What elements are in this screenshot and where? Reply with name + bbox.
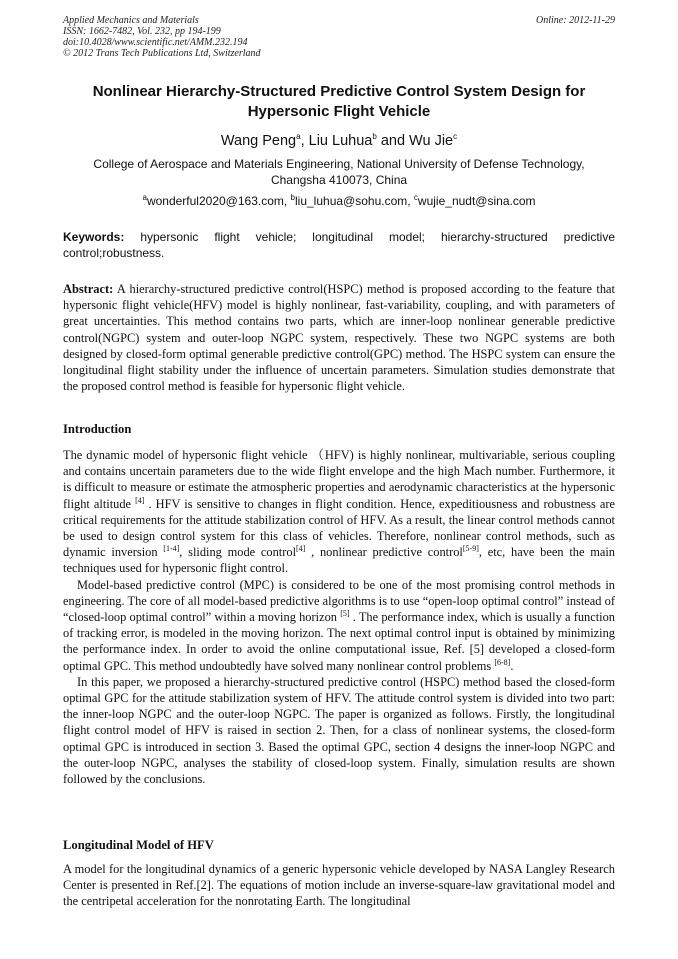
abstract-text: A hierarchy-structured predictive control(HSPC) method is proposed according to the feature that hypersonic flight vehicle(HFV) model is highly nonlinear, fast-variability, coupling, and with parameters of great uncertainties. This method contains two parts, which are inner-loop nonlinear generable predictive control(NGPC) system and outer-loop NGPC system, respectively. These two NGPC systems are both designed by closed-form optimal generable predictive control(GPC) method. The HSPC system can ensure the longitudinal flight stability under the influence of uncertain parameters. Simulation studies demonstrate that the proposed control method is feasible for hypersonic flight vehicle.	[63, 282, 615, 394]
paragraph-text: .	[510, 658, 514, 673]
affiliation-line-2: Changsha 410073, China	[270, 173, 408, 187]
paragraph	[63, 447, 615, 577]
citation: [4]	[296, 544, 306, 554]
paragraph-text: . HFV is sensitive to changes in flight condition. Hence, expeditiousness and robustness are critical requirements for the attitude stabilization control of HFV. As a result, the linear control methods cannot be used to design control system for this class of vehicles. Therefore, nonlinear control methods, such as dynamic inversion	[63, 496, 615, 560]
affiliation-line-1: College of Aerospace and Materials Engineering, National University of Defense Technology,	[93, 157, 585, 171]
section-heading-introduction: Introduction	[63, 422, 132, 436]
email-2-mark: b	[290, 193, 295, 202]
citation: [5-9]	[462, 544, 479, 554]
keywords-text: hypersonic flight vehicle; longitudinal model; hierarchy-structured predictive control;robustness.	[63, 230, 615, 260]
abstract-label: Abstract:	[63, 282, 114, 296]
title-line-1: Nonlinear Hierarchy-Structured Predictive Control System Design for	[92, 83, 586, 100]
paragraph-text: , nonlinear predictive control	[305, 545, 463, 560]
citation: [6-8]	[494, 657, 511, 667]
author-1: Wang Peng	[220, 133, 297, 149]
citation: [5]	[340, 608, 350, 618]
paragraph-text: , etc, have been the main techniques used for hypersonic flight control.	[63, 545, 615, 576]
journal-header	[63, 15, 261, 59]
paragraph: A model for the longitudinal dynamics of a generic hypersonic vehicle developed by NASA Langley Research Center is presented in Ref.[2]. The equations of motion include an inverse-square-law gravitational model and the centripetal acceleration for the nonrotating Earth. The longitudinal	[63, 862, 615, 909]
affiliation	[60, 156, 618, 188]
citation: [4]	[135, 495, 145, 505]
journal-issn: ISSN: 1662-7482, Vol. 232, pp 194-199	[63, 26, 221, 37]
keywords	[63, 229, 615, 261]
email-1-mark: a	[142, 193, 147, 202]
longitudinal-body	[63, 861, 615, 910]
email-3: wujie_nudt@sina.com	[417, 194, 536, 208]
paragraph-text: The dynamic model of hypersonic flight vehicle （HFV) is highly nonlinear, multivariable, serious coupling and contains uncertain parameters due to the wide flight envelope and the high Mach number. Furthermore, it is difficult to measure or estimate the atmospheric properties and aerodynamic characteristics at the hypersonic flight altitude	[63, 448, 615, 511]
author-3: Wu Jie	[409, 133, 454, 149]
paragraph: In this paper, we proposed a hierarchy-structured predictive control (HSPC) method based the closed-form optimal GPC for the attitude stabilization system of HFV. The attitude control system is divided into two part: the inner-loop NGPC and the outer-loop NGPC. The paper is organized as follows. Firstly, the longitudinal flight control model of HFV is raised in section 2. Then, for a class of nonlinear systems, the closed-form optimal GPC is introduced in section 3. Based the optimal GPC, section 4 designs the inner-loop NGPC and the outer-loop NGPC, analyses the stability of closed-loop system. Finally, simulation results are shown followed by the conclusions.	[63, 674, 615, 787]
author-2: Liu Luhua	[308, 133, 373, 149]
journal-copyright: © 2012 Trans Tech Publications Ltd, Switzerland	[63, 48, 261, 59]
author-list	[40, 132, 638, 150]
paragraph-text: Model-based predictive control (MPC) is considered to be one of the most promising control methods in engineering. The core of all model-based predictive algorithms is to use “open-loop optimal control” instead of “closed-loop optimal control” within a moving horizon	[63, 577, 615, 625]
author-3-mark: c	[453, 132, 458, 142]
paragraph-text: , sliding mode control	[179, 545, 297, 560]
author-emails	[40, 193, 638, 209]
journal-doi: doi:10.4028/www.scientific.net/AMM.232.194	[63, 37, 248, 48]
paragraph-text: . The performance index, which is usually a function of tracking error, is modeled in the moving horizon. The next optimal control input is obtained by minimizing the performance index. In order to avoid the online computational issue, Ref. [5] developed a closed-form optimal GPC. This method undoubtedly have solved many nonlinear control problems	[63, 610, 615, 673]
introduction-body	[63, 447, 615, 787]
journal-name: Applied Mechanics and Materials	[63, 15, 199, 26]
paragraph	[63, 577, 615, 674]
author-separator: and	[376, 133, 410, 149]
author-1-mark: a	[296, 132, 301, 142]
title-line-2: Hypersonic Flight Vehicle	[247, 103, 431, 120]
email-3-mark: c	[413, 193, 418, 202]
section-heading-longitudinal-model: Longitudinal Model of HFV	[63, 838, 214, 852]
keywords-label: Keywords:	[63, 230, 125, 244]
email-1: wonderful2020@163.com,	[146, 194, 291, 208]
citation: [1-4]	[163, 544, 180, 554]
author-separator: ,	[300, 133, 309, 149]
email-2: liu_luhua@sohu.com,	[295, 194, 414, 208]
paper-title	[40, 82, 638, 122]
author-2-mark: b	[372, 132, 377, 142]
abstract	[63, 281, 615, 394]
online-date: Online: 2012-11-29	[536, 15, 615, 26]
